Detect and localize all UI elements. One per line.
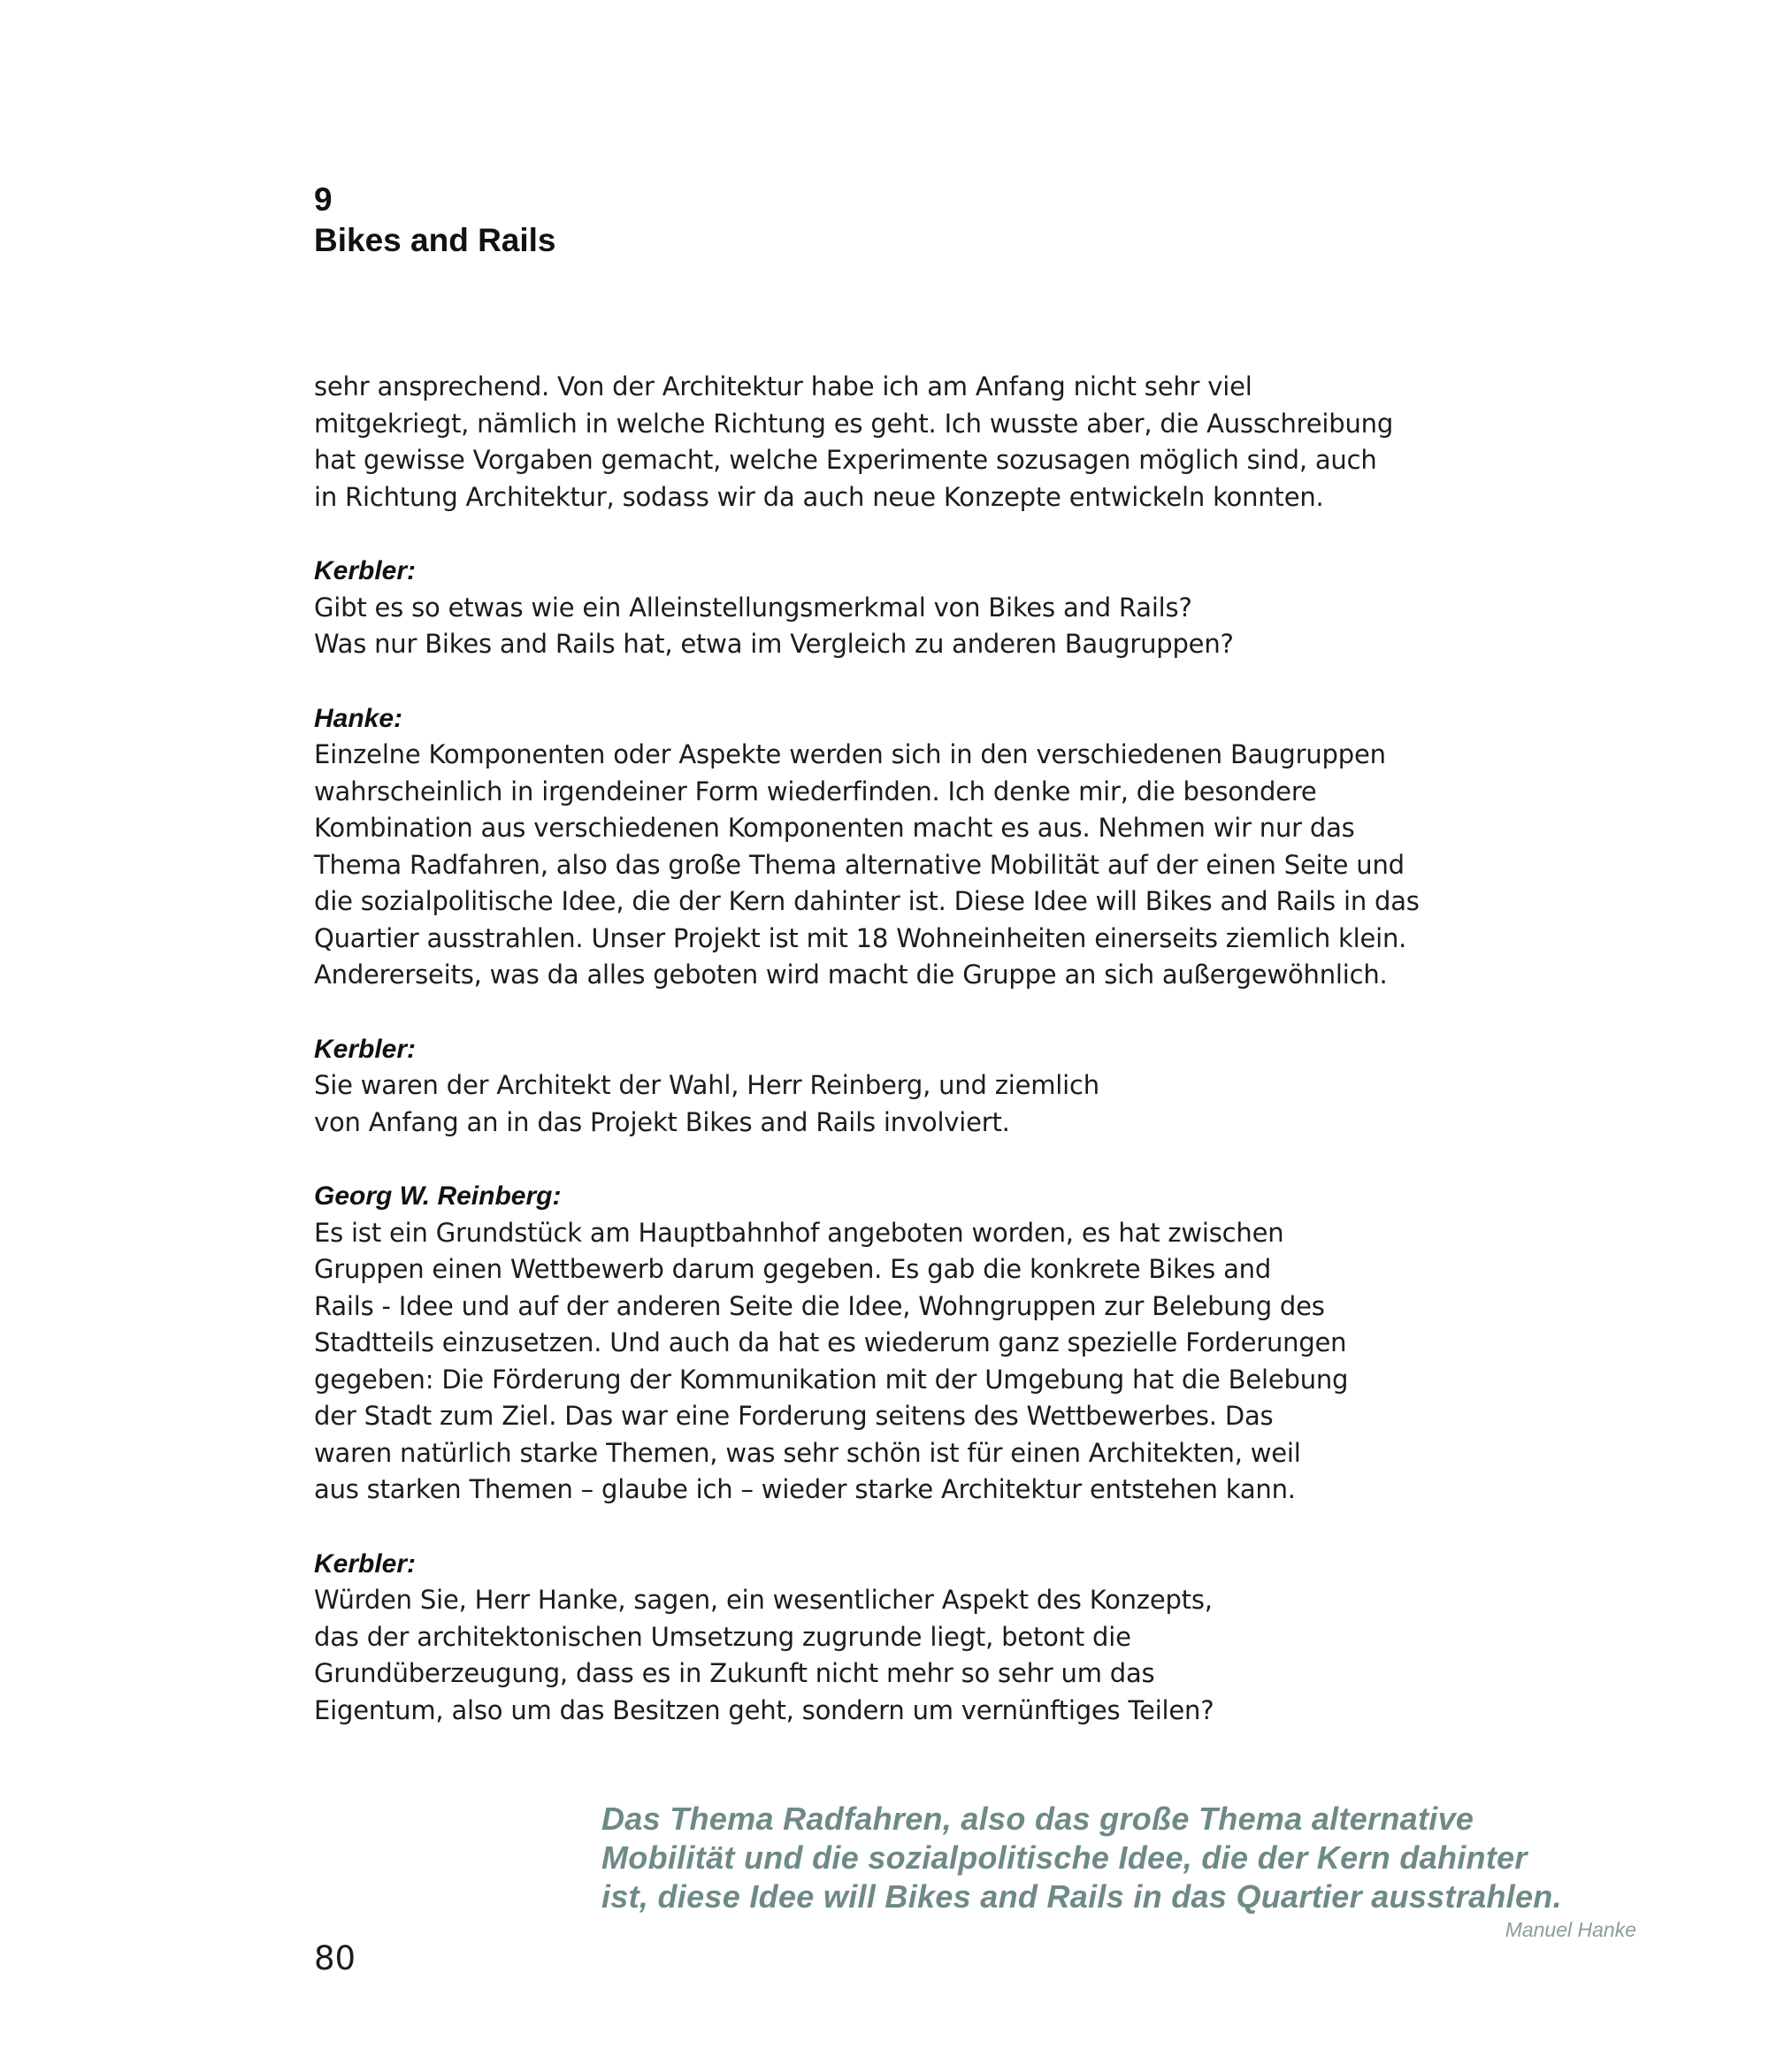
text-line: die sozialpolitische Idee, die der Kern dahinter ist. Diese Idee will Bikes and Rails in das xyxy=(314,886,1420,916)
text-line: Kombination aus verschiedenen Komponenten macht es aus. Nehmen wir nur das xyxy=(314,813,1355,843)
pull-quote-line: Mobilität und die sozialpolitische Idee, die der Kern dahinter xyxy=(601,1839,1528,1876)
pull-quote-line: ist, diese Idee will Bikes and Rails in das Quartier ausstrahlen. xyxy=(601,1878,1562,1915)
interview-text xyxy=(314,369,1482,1766)
text-line: Es ist ein Grundstück am Hauptbahnhof angeboten worden, es hat zwischen xyxy=(314,1217,1284,1248)
text-line: Andererseits, was da alles geboten wird macht die Gruppe an sich außergewöhnlich. xyxy=(314,960,1388,990)
speaker-name: Kerbler: xyxy=(314,1548,417,1579)
speaker-block xyxy=(314,1178,1482,1509)
text-line: Was nur Bikes and Rails hat, etwa im Vergleich zu anderen Baugruppen? xyxy=(314,629,1234,659)
speaker-name: Georg W. Reinberg: xyxy=(314,1181,562,1211)
pull-quote xyxy=(601,1800,1641,1943)
chapter-number: 9 xyxy=(314,181,333,218)
speaker-block xyxy=(314,553,1482,663)
speaker-block xyxy=(314,1546,1482,1730)
text-line: wahrscheinlich in irgendeiner Form wiederfinden. Ich denke mir, die besondere xyxy=(314,776,1317,807)
pull-quote-author: Manuel Hanke xyxy=(1505,1918,1636,1941)
text-line: Gibt es so etwas wie ein Alleinstellungsmerkmal von Bikes and Rails? xyxy=(314,592,1192,623)
text-line: das der architektonischen Umsetzung zugrunde liegt, betont die xyxy=(314,1621,1131,1652)
text-line: von Anfang an in das Projekt Bikes and Rails involviert. xyxy=(314,1106,1010,1137)
page-number: 80 xyxy=(314,1939,356,1977)
text-line: Sie waren der Architekt der Wahl, Herr Reinberg, und ziemlich xyxy=(314,1070,1099,1100)
chapter-heading xyxy=(314,180,556,261)
text-line: waren natürlich starke Themen, was sehr schön ist für einen Architekten, weil xyxy=(314,1437,1301,1468)
text-line: der Stadt zum Ziel. Das war eine Forderung seitens des Wettbewerbes. Das xyxy=(314,1401,1274,1431)
text-line: Rails - Idee und auf der anderen Seite die Idee, Wohngruppen zur Belebung des xyxy=(314,1290,1325,1321)
text-line: Einzelne Komponenten oder Aspekte werden sich in den verschiedenen Baugruppen xyxy=(314,739,1386,769)
text-line: gegeben: Die Förderung der Kommunikation mit der Umgebung hat die Belebung xyxy=(314,1364,1349,1395)
text-line: sehr ansprechend. Von der Architektur habe ich am Anfang nicht sehr viel xyxy=(314,371,1252,401)
pull-quote-line: Das Thema Radfahren, also das große Thema alternative xyxy=(601,1801,1474,1837)
text-line: Eigentum, also um das Besitzen geht, sondern um vernünftiges Teilen? xyxy=(314,1694,1214,1725)
speaker-block xyxy=(314,1031,1482,1142)
speaker-name: Hanke: xyxy=(314,703,403,733)
text-line: aus starken Themen – glaube ich – wieder starke Architektur entstehen kann. xyxy=(314,1474,1296,1504)
text-line: hat gewisse Vorgaben gemacht, welche Experimente sozusagen möglich sind, auch xyxy=(314,445,1377,475)
speaker-block xyxy=(314,700,1482,994)
text-line: Gruppen einen Wettbewerb darum gegeben. Es gab die konkrete Bikes and xyxy=(314,1254,1272,1284)
text-line: in Richtung Architektur, sodass wir da auch neue Konzepte entwickeln konnten. xyxy=(314,481,1324,512)
chapter-title: Bikes and Rails xyxy=(314,222,556,258)
text-line: Stadtteils einzusetzen. Und auch da hat es wiederum ganz spezielle Forderungen xyxy=(314,1327,1347,1357)
text-line: Würden Sie, Herr Hanke, sagen, ein wesentlicher Aspekt des Konzepts, xyxy=(314,1585,1213,1615)
text-line: Grundüberzeugung, dass es in Zukunft nicht mehr so sehr um das xyxy=(314,1658,1155,1688)
text-line: mitgekriegt, nämlich in welche Richtung es geht. Ich wusste aber, die Ausschreibung xyxy=(314,408,1394,439)
speaker-name: Kerbler: xyxy=(314,556,417,585)
text-line: Quartier ausstrahlen. Unser Projekt ist mit 18 Wohneinheiten einerseits ziemlich klein. xyxy=(314,922,1407,953)
text-line: Thema Radfahren, also das große Thema alternative Mobilität auf der einen Seite und xyxy=(314,849,1405,880)
paragraph-continuation xyxy=(314,369,1482,516)
speaker-name: Kerbler: xyxy=(314,1034,417,1064)
